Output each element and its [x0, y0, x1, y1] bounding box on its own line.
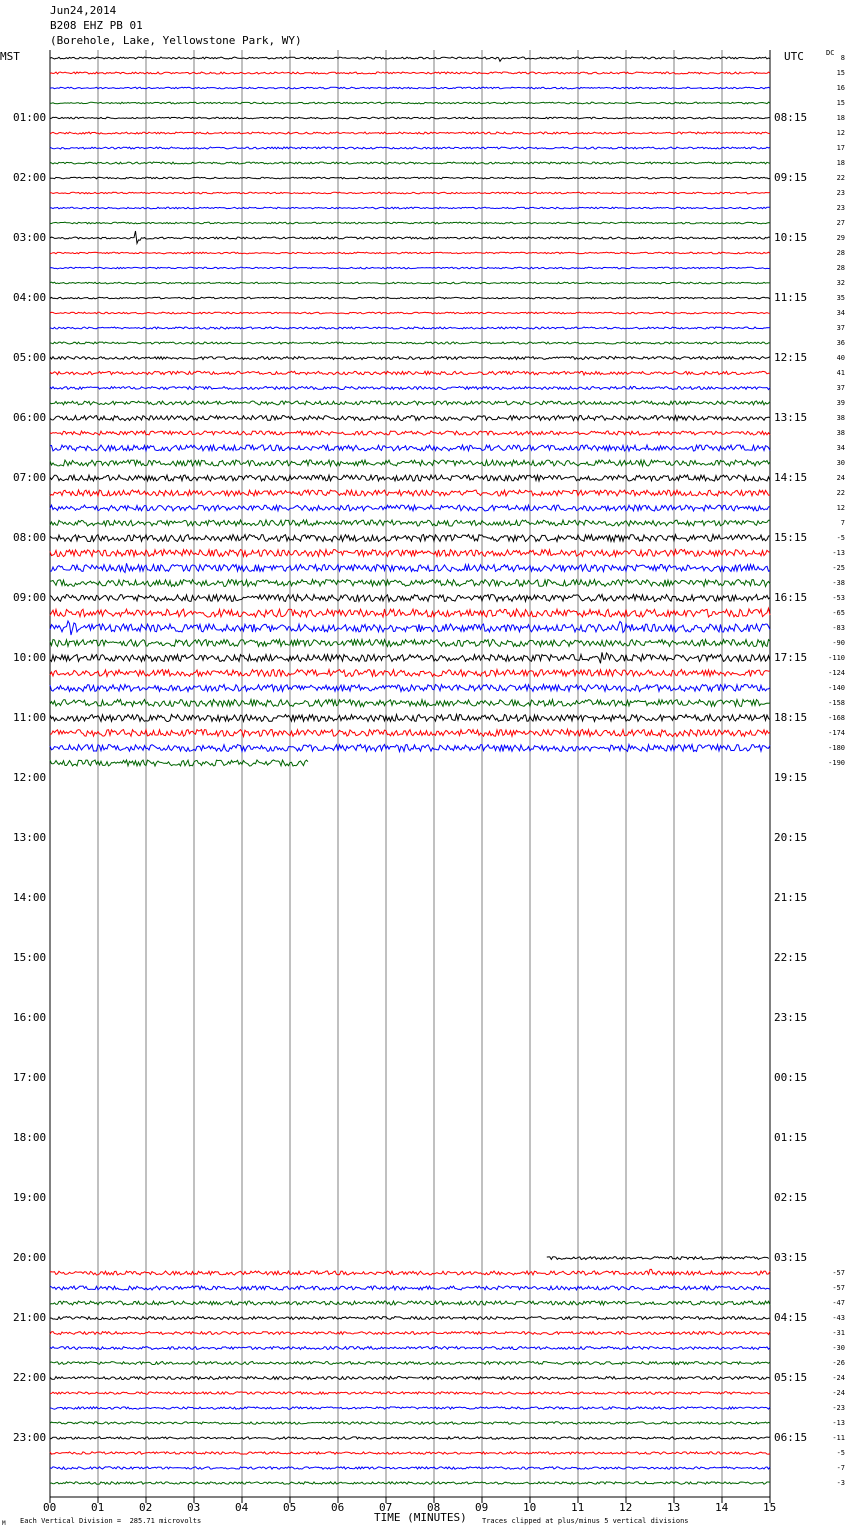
dc-offset-label: -31 [832, 1329, 845, 1337]
trace-morning [50, 87, 770, 89]
dc-offset-label: -124 [828, 669, 845, 677]
x-tick-label: 11 [571, 1501, 585, 1514]
trace-morning [50, 371, 770, 375]
dc-offset-label: -90 [832, 639, 845, 647]
dc-header-label: DC [826, 49, 835, 57]
dc-offset-label: 29 [836, 234, 845, 242]
trace-morning [50, 401, 770, 405]
trace-evening [50, 1482, 770, 1484]
trace-morning [50, 608, 770, 617]
trace-morning [50, 640, 770, 647]
header-location: (Borehole, Lake, Yellowstone Park, WY) [50, 34, 302, 47]
dc-offset-label: -168 [828, 714, 845, 722]
right-hour-label: 15:15 [774, 531, 808, 544]
trace-morning [50, 57, 770, 61]
right-hour-label: 04:15 [774, 1311, 808, 1324]
trace-morning [50, 535, 770, 542]
trace-morning [50, 387, 770, 390]
trace-morning [50, 357, 770, 360]
trace-morning [50, 282, 770, 284]
right-hour-label: 13:15 [774, 411, 808, 424]
left-hour-label: 22:00 [13, 1371, 47, 1384]
trace-morning [50, 117, 770, 119]
trace-morning [50, 252, 770, 254]
left-hour-label: 12:00 [13, 771, 47, 784]
dc-offset-label: -23 [832, 1404, 845, 1412]
left-hour-label: 17:00 [13, 1071, 47, 1084]
dc-offset-label: 23 [836, 189, 845, 197]
left-hour-label: 08:00 [13, 531, 47, 544]
left-hour-label: 14:00 [13, 891, 47, 904]
left-hour-label: 21:00 [13, 1311, 47, 1324]
x-tick-label: 15 [763, 1501, 777, 1514]
trace-morning [50, 621, 770, 635]
header-date: Jun24,2014 [50, 4, 117, 17]
dc-offset-label: 7 [840, 519, 845, 527]
left-hour-label: 19:00 [13, 1191, 47, 1204]
trace-morning [50, 222, 770, 224]
trace-evening [50, 1269, 770, 1275]
dc-offset-label: 8 [840, 54, 845, 62]
trace-morning [50, 431, 770, 435]
trace-morning [50, 715, 770, 722]
trace-morning [50, 342, 770, 344]
trace-morning [50, 760, 308, 766]
dc-offset-label: 30 [836, 459, 845, 467]
dc-offset-label: -158 [828, 699, 845, 707]
trace-morning [50, 685, 770, 692]
dc-offset-label: 32 [836, 279, 845, 287]
trace-evening [50, 1301, 770, 1305]
clip-note: Traces clipped at plus/minus 5 vertical divisions [482, 1517, 689, 1525]
dc-offset-label: 22 [836, 489, 845, 497]
trace-evening [50, 1407, 770, 1409]
trace-morning [50, 550, 770, 557]
trace-evening [50, 1422, 770, 1424]
logo-mark: M [2, 1520, 6, 1527]
dc-offset-label: -180 [828, 744, 845, 752]
right-hour-label: 11:15 [774, 291, 808, 304]
dc-offset-label: 37 [836, 324, 845, 332]
trace-morning [50, 162, 770, 164]
scale-note: Each Vertical Division = 285.71 microvolts [20, 1517, 202, 1525]
dc-offset-label: 40 [836, 354, 845, 362]
right-hour-label: 02:15 [774, 1191, 808, 1204]
right-hour-label: 10:15 [774, 231, 808, 244]
dc-offset-label: -65 [832, 609, 845, 617]
dc-offset-label: -83 [832, 624, 845, 632]
trace-evening [50, 1377, 770, 1380]
trace-morning [50, 312, 770, 314]
dc-offset-label: -24 [832, 1389, 845, 1397]
trace-morning [50, 177, 770, 179]
dc-offset-label: 28 [836, 264, 845, 272]
dc-offset-label: -13 [832, 1419, 845, 1427]
left-hour-label: 13:00 [13, 831, 47, 844]
right-hour-label: 16:15 [774, 591, 808, 604]
left-hour-label: 20:00 [13, 1251, 47, 1264]
trace-morning [50, 505, 770, 511]
dc-offset-label: -5 [836, 1449, 845, 1457]
dc-offset-label: -43 [832, 1314, 845, 1322]
dc-offset-label: 38 [836, 429, 845, 437]
dc-offset-label: 35 [836, 294, 845, 302]
trace-morning [50, 490, 770, 496]
left-hour-label: 18:00 [13, 1131, 47, 1144]
header-station: B208 EHZ PB 01 [50, 19, 143, 32]
trace-morning [50, 327, 770, 329]
dc-offset-label: 39 [836, 399, 845, 407]
trace-morning [50, 729, 770, 736]
dc-offset-label: 15 [836, 69, 845, 77]
left-hour-label: 03:00 [13, 231, 47, 244]
right-hour-label: 05:15 [774, 1371, 808, 1384]
trace-evening [50, 1467, 770, 1469]
x-tick-label: 09 [475, 1501, 489, 1514]
left-hour-label: 04:00 [13, 291, 47, 304]
dc-offset-label: -110 [828, 654, 845, 662]
trace-evening [50, 1286, 770, 1290]
dc-offset-label: -24 [832, 1374, 845, 1382]
x-tick-label: 03 [187, 1501, 201, 1514]
dc-offset-label: 37 [836, 384, 845, 392]
dc-offset-label: 23 [836, 204, 845, 212]
left-timezone-label: MST [0, 50, 20, 63]
right-hour-label: 22:15 [774, 951, 808, 964]
trace-morning [50, 595, 770, 602]
trace-evening [50, 1437, 770, 1439]
x-tick-label: 10 [523, 1501, 537, 1514]
trace-evening [50, 1452, 770, 1454]
trace-evening [50, 1347, 770, 1350]
dc-offset-label: 15 [836, 99, 845, 107]
dc-offset-label: -13 [832, 549, 845, 557]
dc-offset-label: 12 [836, 129, 845, 137]
dc-offset-label: -26 [832, 1359, 845, 1367]
dc-offset-label: -57 [832, 1284, 845, 1292]
dc-offset-label: 36 [836, 339, 845, 347]
dc-offset-label: 17 [836, 144, 845, 152]
right-hour-label: 21:15 [774, 891, 808, 904]
right-hour-label: 17:15 [774, 651, 808, 664]
trace-morning [50, 231, 770, 243]
x-tick-label: 00 [43, 1501, 57, 1514]
dc-offset-label: -5 [836, 534, 845, 542]
x-tick-label: 02 [139, 1501, 153, 1514]
trace-morning [50, 72, 770, 74]
left-hour-label: 06:00 [13, 411, 47, 424]
left-hour-label: 16:00 [13, 1011, 47, 1024]
trace-morning [50, 744, 770, 751]
dc-offset-label: 27 [836, 219, 845, 227]
dc-offset-label: 34 [836, 444, 845, 452]
right-hour-label: 09:15 [774, 171, 808, 184]
x-tick-label: 01 [91, 1501, 105, 1514]
right-hour-label: 18:15 [774, 711, 808, 724]
x-tick-label: 07 [379, 1501, 393, 1514]
dc-offset-label: -38 [832, 579, 845, 587]
trace-morning [50, 563, 770, 572]
trace-morning [50, 700, 770, 707]
x-tick-label: 14 [715, 1501, 729, 1514]
dc-offset-label: -25 [832, 564, 845, 572]
dc-offset-label: -174 [828, 729, 845, 737]
x-axis-label: TIME (MINUTES) [374, 1511, 467, 1524]
left-hour-label: 07:00 [13, 471, 47, 484]
trace-morning [50, 580, 770, 587]
trace-morning [50, 416, 770, 421]
trace-morning [50, 445, 770, 451]
dc-offset-label: -140 [828, 684, 845, 692]
dc-offset-label: -3 [836, 1479, 845, 1487]
right-hour-label: 06:15 [774, 1431, 808, 1444]
trace-evening [50, 1332, 770, 1335]
dc-offset-label: 28 [836, 249, 845, 257]
dc-offset-label: -190 [828, 759, 845, 767]
right-hour-label: 00:15 [774, 1071, 808, 1084]
dc-offset-label: -7 [836, 1464, 845, 1472]
right-hour-label: 03:15 [774, 1251, 808, 1264]
left-hour-label: 10:00 [13, 651, 47, 664]
dc-offset-label: 12 [836, 504, 845, 512]
x-tick-label: 05 [283, 1501, 297, 1514]
right-timezone-label: UTC [784, 50, 804, 63]
dc-offset-label: -53 [832, 594, 845, 602]
left-hour-label: 15:00 [13, 951, 47, 964]
trace-morning [50, 147, 770, 149]
dc-offset-label: 34 [836, 309, 845, 317]
dc-offset-label: 18 [836, 114, 845, 122]
right-hour-label: 19:15 [774, 771, 808, 784]
trace-morning [50, 670, 770, 677]
left-hour-label: 01:00 [13, 111, 47, 124]
dc-offset-label: 38 [836, 414, 845, 422]
dc-offset-label: 18 [836, 159, 845, 167]
trace-morning [50, 652, 770, 663]
x-tick-label: 13 [667, 1501, 681, 1514]
trace-evening [547, 1257, 769, 1260]
left-hour-label: 11:00 [13, 711, 47, 724]
trace-morning [50, 520, 770, 526]
trace-morning [50, 460, 770, 466]
dc-offset-label: 41 [836, 369, 845, 377]
right-hour-label: 01:15 [774, 1131, 808, 1144]
trace-morning [50, 267, 770, 269]
trace-morning [50, 132, 770, 134]
dc-offset-label: 24 [836, 474, 845, 482]
right-hour-label: 23:15 [774, 1011, 808, 1024]
right-hour-label: 14:15 [774, 471, 808, 484]
x-tick-label: 08 [427, 1501, 441, 1514]
x-tick-label: 06 [331, 1501, 345, 1514]
left-hour-label: 05:00 [13, 351, 47, 364]
dc-offset-label: -47 [832, 1299, 845, 1307]
trace-morning [50, 297, 770, 299]
trace-morning [50, 207, 770, 209]
trace-evening [50, 1362, 770, 1365]
right-hour-label: 20:15 [774, 831, 808, 844]
left-hour-label: 23:00 [13, 1431, 47, 1444]
left-hour-label: 02:00 [13, 171, 47, 184]
right-hour-label: 08:15 [774, 111, 808, 124]
dc-offset-label: 16 [836, 84, 845, 92]
dc-offset-label: -57 [832, 1269, 845, 1277]
trace-morning [50, 102, 770, 104]
dc-offset-label: 22 [836, 174, 845, 182]
right-hour-label: 12:15 [774, 351, 808, 364]
left-hour-label: 09:00 [13, 591, 47, 604]
x-tick-label: 12 [619, 1501, 633, 1514]
trace-morning [50, 192, 770, 194]
x-tick-label: 04 [235, 1501, 249, 1514]
trace-evening [50, 1317, 770, 1320]
trace-evening [50, 1392, 770, 1394]
dc-offset-label: -11 [832, 1434, 845, 1442]
trace-morning [50, 475, 770, 481]
dc-offset-label: -30 [832, 1344, 845, 1352]
